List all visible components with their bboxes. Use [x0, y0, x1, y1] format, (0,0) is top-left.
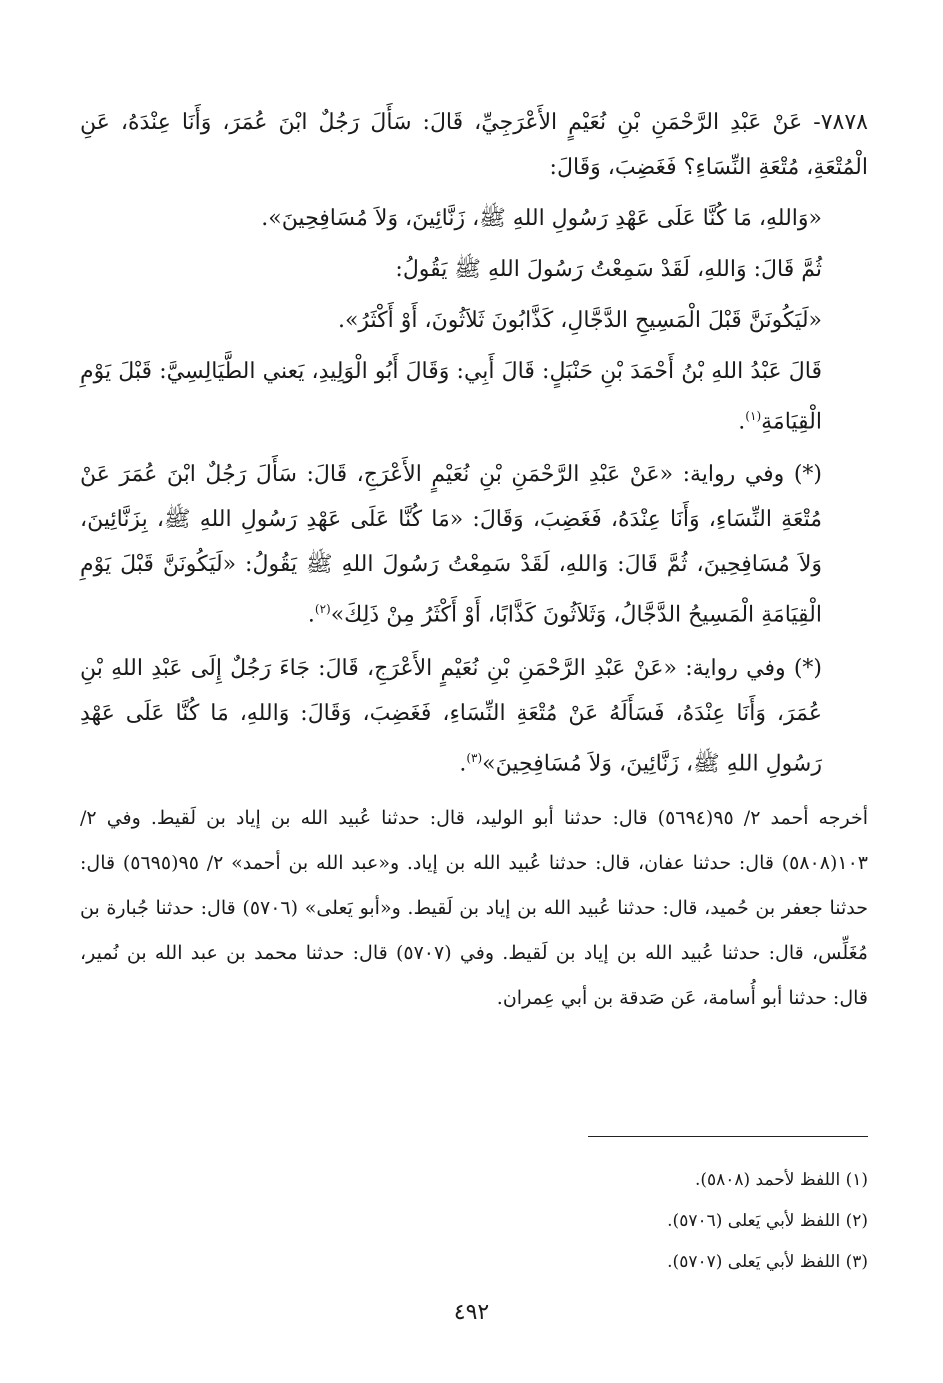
hadith-quote-1: «وَاللهِ، مَا كُنَّا عَلَى عَهْدِ رَسُولِ اللهِ ﷺ، زَنَّائِينَ، وَلاَ مُسَافِحِينَ». — [261, 206, 822, 231]
footnote-ref-3: (٣) — [466, 750, 483, 765]
riwaya-1-text: (*) وفي رواية: «عَنْ عَبْدِ الرَّحْمَنِ بْنِ نُعَيْمٍ الأَعْرَجِ، قَالَ: سَأَلَ رَجُلٌ ابْنَ عُمَرَ عَنْ مُتْعَةِ النِّسَاءِ، وَأَنَا عِنْدَهُ، فَغَضِبَ، وَقَالَ: «مَا كُنَّا عَلَى عَهْدِ رَسُولِ اللهِ ﷺ، بِزَنَّائِينَ، وَلاَ مُسَافِحِينَ، ثُمَّ قَالَ: وَاللهِ، لَقَدْ سَمِعْتُ رَسُولَ اللهِ ﷺ يَقُولُ: «لَيَكُونَنَّ قَبْلَ يَوْمِ الْقِيَامَةِ الْمَسِيحُ الدَّجَّالُ، وَثَلاَثُونَ كَذَّابًا، أَوْ أَكْثَرُ مِنْ ذَلِكَ» — [80, 462, 822, 628]
footnote-ref-1: (١) — [745, 409, 762, 423]
hadith-then: ثُمَّ قَالَ: وَاللهِ، لَقَدْ سَمِعْتُ رَسُولَ اللهِ ﷺ يَقُولُ: — [395, 257, 822, 282]
riwaya-2: (*) وفي رواية: «عَنْ عَبْدِ الرَّحْمَنِ بْنِ نُعَيْمٍ الأَعْرَجِ، قَالَ: جَاءَ رَجُلٌ إِلَى عَبْدِ اللهِ بْنِ عُمَرَ، وَأَنَا عِنْدَهُ، فَسَأَلَهُ عَنْ مُتْعَةِ النِّسَاءِ، فَغَضِبَ، وَقَالَ: وَاللهِ، مَا كُنَّا عَلَى عَهْدِ رَسُولِ اللهِ ﷺ، زَنَّائِينَ، وَلاَ مُسَافِحِينَ»$^{(٣)}$. — [80, 655, 822, 776]
takhrij-section — [80, 796, 868, 1021]
hadith-quote-2: «لَيَكُونَنَّ قَبْلَ الْمَسِيحِ الدَّجَّالِ، كَذَّابُونَ ثَلاَثُونَ، أَوْ أَكْثَرُ». — [337, 308, 822, 333]
footnote-divider — [588, 1136, 868, 1137]
hadith-note: قَالَ عَبْدُ اللهِ بْنُ أَحْمَدَ بْنِ حَنْبَلٍ: قَالَ أَبِي: وَقَالَ أَبُو الْوَلِيدِ، يَعني الطَّيَالِسِيَّ: قَبْلَ يَوْمِ الْقِيَامَةِ$^{(١)}$. — [80, 359, 822, 435]
hadith-text — [80, 100, 868, 786]
riwaya-1: (*) وفي رواية: «عَنْ عَبْدِ الرَّحْمَنِ بْنِ نُعَيْمٍ الأَعْرَجِ، قَالَ: سَأَلَ رَجُلٌ ابْنَ عُمَرَ عَنْ مُتْعَةِ النِّسَاءِ، وَأَنَا عِنْدَهُ، فَغَضِبَ، وَقَالَ: «مَا كُنَّا عَلَى عَهْدِ رَسُولِ اللهِ ﷺ، بِزَنَّائِينَ، وَلاَ مُسَافِحِينَ، ثُمَّ قَالَ: وَاللهِ، لَقَدْ سَمِعْتُ رَسُولَ اللهِ ﷺ يَقُولُ: «لَيَكُونَنَّ قَبْلَ يَوْمِ الْقِيَامَةِ الْمَسِيحُ الدَّجَّالُ، وَثَلاَثُونَ كَذَّابًا، أَوْ أَكْثَرُ مِنْ ذَلِكَ»$^{(٢)}$. — [80, 462, 822, 628]
footnote-3: (٣) اللفظ لأبي يَعلى (٥٧٠٧). — [667, 1252, 868, 1272]
takhrij-text: أخرجه أحمد ٢/ ٩٥(٥٦٩٤) قال: حدثنا أبو الوليد، قال: حدثنا عُبيد الله بن إياد بن لَقيط. وفي ٢/ ١٠٣(٥٨٠٨) قال: حدثنا عفان، قال: حدثنا عُبيد الله بن إياد. و«عبد الله بن أحمد» ٢/ ٩٥(٥٦٩٥) قال: حدثنا جعفر بن حُميد، قال: حدثنا عُبيد الله بن إياد بن لَقيط. و«أبو يَعلى» (٥٧٠٦) قال: حدثنا جُبارة بن مُغَلِّس، قال: حدثنا عُبيد الله بن إياد بن لَقيط. وفي (٥٧٠٧) قال: حدثنا محمد بن عبد الله بن نُمير، قال: حدثنا أبو أُسامة، عَن صَدقة بن أبي عِمران. — [80, 806, 868, 1009]
page-body — [80, 100, 868, 1021]
hadith-note-text: قَالَ عَبْدُ اللهِ بْنُ أَحْمَدَ بْنِ حَنْبَلٍ: قَالَ أَبِي: وَقَالَ أَبُو الْوَلِيدِ، يَعني الطَّيَالِسِيَّ: قَبْلَ يَوْمِ الْقِيَامَةِ — [80, 359, 822, 435]
footnotes — [368, 1160, 868, 1283]
footnote-ref-2: (٢) — [314, 602, 331, 617]
footnote-1: (١) اللفظ لأحمد (٥٨٠٨). — [694, 1170, 868, 1190]
riwaya-2-text: (*) وفي رواية: «عَنْ عَبْدِ الرَّحْمَنِ بْنِ نُعَيْمٍ الأَعْرَجِ، قَالَ: جَاءَ رَجُلٌ إِلَى عَبْدِ اللهِ بْنِ عُمَرَ، وَأَنَا عِنْدَهُ، فَسَأَلَهُ عَنْ مُتْعَةِ النِّسَاءِ، فَغَضِبَ، وَقَالَ: وَاللهِ، مَا كُنَّا عَلَى عَهْدِ رَسُولِ اللهِ ﷺ، زَنَّائِينَ، وَلاَ مُسَافِحِينَ» — [80, 655, 822, 776]
footnote-2: (٢) اللفظ لأبي يَعلى (٥٧٠٦). — [667, 1211, 868, 1231]
page-number: ٤٩٢ — [453, 1300, 490, 1325]
hadith-intro: ٧٨٧٨- عَنْ عَبْدِ الرَّحْمَنِ بْنِ نُعَيْمٍ الأَعْرَجِيِّ، قَالَ: سَأَلَ رَجُلٌ ابْنَ عُمَرَ، وَأَنَا عِنْدَهُ، عَنِ الْمُتْعَةِ، مُتْعَةِ النِّسَاءِ؟ فَغَضِبَ، وَقَالَ: — [80, 110, 868, 180]
